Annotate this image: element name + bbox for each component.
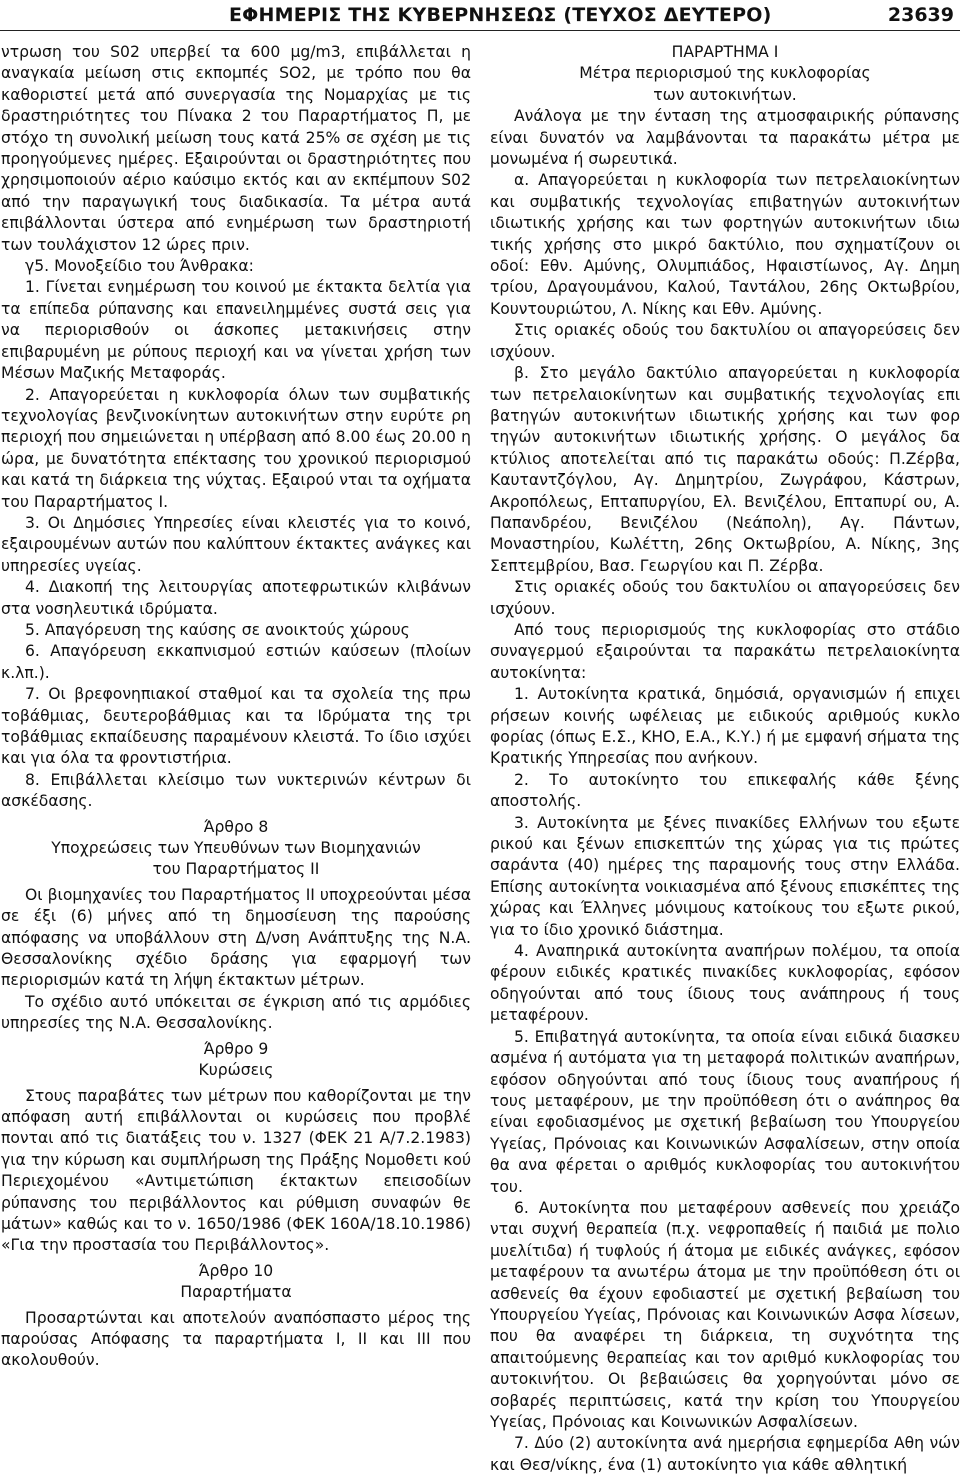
list-item: 1. Αυτοκίνητα κρατικά, δημόσιά, οργανισμών ή επιχει ρήσεων κοινής ωφέλειας με ειδικούς αριθμούς κυκλο φορίας (όπως Ε.Σ., ΚΗΟ, Ε.Α., Κ.Υ.) ή με εμφανή σήματα της Κρατικής Υπηρεσίας που ανήκουν. xyxy=(490,685,960,768)
list-item: 7. Δύο (2) αυτοκίνητα ανά ημερήσια εφημερίδα Αθη νών και Θεσ/νίκης, ένα (1) αυτοκίνητο για κάθε αθλητική xyxy=(490,1434,960,1474)
list-item: 3. Οι Δημόσιες Υπηρεσίες είναι κλειστές για το κοινό, εξαιρουμένων αυτών που καλύπτουν έκτακτες ανάγκες και υπηρεσίες υγείας. xyxy=(1,513,471,575)
list-item: 6. Απαγόρευση εκκαπνισμού εστιών καύσεων (πλοίων κ.λπ.). xyxy=(1,642,471,682)
paragraph: Ανάλογα με την ένταση της ατμοσφαιρικής ρύπανσης είναι δυνατόν να λαμβάνονται τα παρακάτω μέτρα με μονωμένα ή σωρευτικά. xyxy=(490,107,960,169)
paragraph: Το σχέδιο αυτό υπόκειται σε έγκριση από τις αρμόδιες υπηρεσίες της Ν.Α. Θεσσαλονίκης. xyxy=(1,992,471,1033)
paragraph: α. Απαγορεύεται η κυκλοφορία των πετρελαιοκίνητων και συμβατικής τεχνολογίας επιβατηγών αυτοκινήτων ιδιωτικής χρήσης και των φορτηγών αυτοκινήτων ιδιω τικής χρήσης στο μικρό δακτύλιο, που σχηματίζουν οι οδοί: Εθν. Αμύνης, Ολυμπιάδος, Ηφαιστίωνος, Αγ. Δημη τρίου, Δραγουμάνου, Καλού, Ταντάλου, 26ης Οκτωβρίου, Κουντουριώτου, Λ. Νίκης και Εθν. Αμύνης. xyxy=(490,171,960,318)
list-item: 2. Απαγορεύεται η κυκλοφορία όλων των συμβατικής τεχνολογίας βενζινοκίνητων αυτοκινήτων στην ευρύτε ρη περιοχή που σημειώνεται η υπέρβαση από 8.00 έως 20.00 η ώρα, με δυνατότητα επέκτασης του χρονικού περιορισμού και κατά τη διάρκεια της νύχτας. Εξαιρού νται τα οχήματα του Παραρτήματος Ι. xyxy=(1,385,471,511)
annex-title: των αυτοκινήτων. xyxy=(653,85,797,104)
left-column xyxy=(1,42,471,1372)
paragraph: ντρωση του S02 υπερβεί τα 600 μg/m3, επιβάλλεται η αναγκαία μείωση στις εκπομπές SO2, με τρόπο που θα καθοριστεί μετά από συνεργασία της Νομαρχίας με τις δραστηριότητες του Πίνακα 2 του Παραρτήματος Π, με στόχο τη συνολική μείωση τους κατά 25% σε σχέση με τις προηγούμενες ημέρες. Εξαιρούνται οι δραστηριότητες που χρησιμοποιούν αέριο καύσιμο εκτός και αν εκπέμπουν S02 από την παραγωγική τους διαδικασία. Τα μέτρα αυτά επιβάλλονται ύστερα από ενημέρωση των δραστηριοτή των τουλάχιστον 12 ώρες πριν. xyxy=(1,43,471,254)
paragraph: Προσαρτώνται και αποτελούν αναπόσπαστο μέρος της παρούσας Απόφασης τα παραρτήματα Ι, ΙΙ και ΙΙΙ που ακολουθούν. xyxy=(1,1308,471,1370)
paragraph: β. Στο μεγάλο δακτύλιο απαγορεύεται η κυκλοφορία των πετρελαιοκίνητων και συμβατικής τεχνολογίας επι βατηγών αυτοκινήτων ιδιωτικής χρήσης και των φορ τηγών αυτοκινήτων ιδιωτικής χρήσης. Ο μεγάλος δα κτύλιος αποτελείται από τις παρακάτω οδούς: Π.Ζέρβα, Καυταντζόγλου, Αγ. Δημητρίου, Ζωγράφου, Κάστρων, Ακροπόλεως, Επταπυργίου, Ελ. Βενιζέλου, Επταπυρί ου, Α. Παπανδρέου, Βενιζέλου (Νεάπολη), Αγ. Πάντων, Μοναστηρίου, Κωλέττη, 26ης Οκτωβρίου, Α. Νίκης, 3ης Σεπτεμβρίου, Βασ. Γεωργίου και Π. Ζέρβα. xyxy=(490,364,960,575)
right-column xyxy=(490,42,960,1476)
article-heading: Άρθρο 8 xyxy=(203,817,269,836)
article-heading: Άρθρο 10 xyxy=(198,1261,274,1280)
paragraph: Στις οριακές οδούς του δακτυλίου οι απαγορεύσεις δεν ισχύουν. xyxy=(490,321,960,361)
paragraph: Από τους περιορισμούς της κυκλοφορίας στο στάδιο συναγερμού εξαιρούνται τα παρακάτω πετρελαιοκίνητα αυτοκίνητα: xyxy=(490,620,960,682)
list-item: 7. Οι βρεφονηπιακοί σταθμοί και τα σχολεία της πρω τοβάθμιας, δευτεροβάθμιας και τα Ιδρύματα της τρι τοβάθμιας εκπαίδευσης παραμένουν κλειστά. Το ίδιο ισχύει και για όλα τα φροντιστήρια. xyxy=(1,685,471,768)
gazette-title: ΕΦΗΜΕΡΙΣ ΤΗΣ ΚΥΒΕΡΝΗΣΕΩΣ (ΤΕΥΧΟΣ ΔΕΥΤΕΡΟ) xyxy=(229,4,772,26)
list-item: 4. Διακοπή της λειτουργίας αποτεφρωτικών κλιβάνων στα νοσηλευτικά ιδρύματα. xyxy=(1,578,471,618)
list-item: 5. Απαγόρευση της καύσης σε ανοικτούς χώρους xyxy=(25,620,410,639)
annex-heading: ΠΑΡΑΡΤΗΜΑ Ι xyxy=(671,43,779,61)
page-header xyxy=(0,0,960,31)
list-item: 8. Επιβάλλεται κλείσιμο των νυκτερινών κέντρων δι ασκέδασης. xyxy=(1,770,471,811)
section-heading: γ5. Μονοξείδιο του Άνθρακα: xyxy=(25,257,254,276)
paragraph: Στις οριακές οδούς του δακτυλίου οι απαγορεύσεις δεν ισχύουν. xyxy=(490,578,960,618)
article-title: του Παραρτήματος ΙΙ xyxy=(152,860,320,879)
page-number: 23639 xyxy=(887,4,954,26)
list-item: 3. Αυτοκίνητα με ξένες πινακίδες Ελλήνων του εξωτε ρικού και ξένων επισκεπτών της χώρας για τις πρώτες σαράντα (40) ημέρες της παραμονής τους στην Ελλάδα. Επίσης αυτοκίνητα νοικιασμένα από ξένους επισκέπτες της χώρας και Έλληνες μόνιμους κατοίκους του εξωτε ρικού, για το ίδιο χρονικό διάστημα. xyxy=(490,813,960,939)
list-item: 5. Επιβατηγά αυτοκίνητα, τα οποία είναι ειδικά διασκευ ασμένα ή αυτόματα για τη μεταφορά πολιτικών αναπήρων, εφόσον οδηγούνται από τους ίδιους τους αναπήρους ή τους μεταφέρουν, με την προϋπόθεση ότι ο ανάπηρος θα είναι εφοδιασμένος με σχετική βεβαίωση του Υπουργείου Υγείας, Πρόνοιας και Κοινωνικών Ασφαλίσεων, στην οποία θα ανα φέρεται ο αριθμός κυκλοφορίας του αυτοκινήτου του. xyxy=(490,1027,960,1196)
paragraph: Στους παραβάτες των μέτρων που καθορίζονται με την απόφαση αυτή επιβάλλονται οι κυρώσεις που προβλέ πονται από τις διατάξεις του ν. 1327 (ΦΕΚ 21 Α/7.2.1983) για την κύρωση και συμπλήρωση της Πράξης Νομοθετι κού Περιεχομένου «Αντιμετώπιση έκτακτων επεισοδίων ρύπανσης του περιβάλλοντος και ρύθμιση συναφών θε μάτων» καθώς και το ν. 1650/1986 (ΦΕΚ 160Α/18.10.1986) «Για την προστασία του Περιβάλλοντος». xyxy=(1,1086,471,1255)
list-item: 4. Αναπηρικά αυτοκίνητα αναπήρων πολέμου, τα οποία φέρουν ειδικές κρατικές πινακίδες κυκλοφορίας, εφόσον οδηγούνται από τους ίδιους τους ανάπηρους ή τους μεταφέρουν. xyxy=(490,942,960,1025)
annex-title: Μέτρα περιορισμού της κυκλοφορίας xyxy=(579,64,871,83)
list-item: 6. Αυτοκίνητα που μεταφέρουν ασθενείς που χρειάζο νται συχνή θεραπεία (π.χ. νεφροπαθείς ή παιδιά με πολιο μυελίτιδα) ή τυφλούς ή άτομα με ειδικές ανάγκες, εφόσον μεταφέρουν τα ανωτέρω άτομα με την προϋπόθεση ότι οι ασθενείς θα έχουν εφοδιαστεί με σχετική βεβαίωση του Υπουργείου Υγείας, Πρόνοιας και Κοινωνικών Ασφα λίσεων, που θα αναφέρει τη διάρκεια, τη συχνότητα της απαιτούμενης θεραπείας και τον αριθμό κυκλοφορίας του αυτοκινήτου. Οι βεβαιώσεις θα χορηγούνται μόνο σε σοβαρές περιπτώσεις, κατά την κρίση του Υπουργείου Υγείας, Πρόνοιας και Κοινωνικών Ασφαλίσεων. xyxy=(490,1198,960,1431)
article-heading: Άρθρο 9 xyxy=(203,1039,269,1058)
article-title: Παραρτήματα xyxy=(180,1283,292,1302)
article-title: Υποχρεώσεις των Υπευθύνων των Βιομηχανιών xyxy=(51,839,421,858)
paragraph: Οι βιομηχανίες του Παραρτήματος ΙΙ υποχρεούνται μέσα σε έξι (6) μήνες από τη δημοσίευση της παρούσης απόφασης να υποβάλλουν στη Δ/νση Ανάπτυξης της Ν.Α. Θεσσαλονίκης σχέδιο δράσης για εφαρμογή των περιορισμών κατά τη λήψη έκτακτων μέτρων. xyxy=(1,885,471,990)
list-item: 1. Γίνεται ενημέρωση του κοινού με έκτακτα δελτία για τα επίπεδα ρύπανσης και επανειλημμένες συστά σεις για να περιορισθούν οι άσκοπες μετακινήσεις στην επιβαρυμένη με ρύπους περιοχή και να γίνεται χρήση των Μέσων Μαζικής Μεταφοράς. xyxy=(1,278,471,383)
article-title: Κυρώσεις xyxy=(198,1061,274,1080)
list-item: 2. Το αυτοκίνητο του επικεφαλής κάθε ξένης αποστολής. xyxy=(490,770,960,811)
